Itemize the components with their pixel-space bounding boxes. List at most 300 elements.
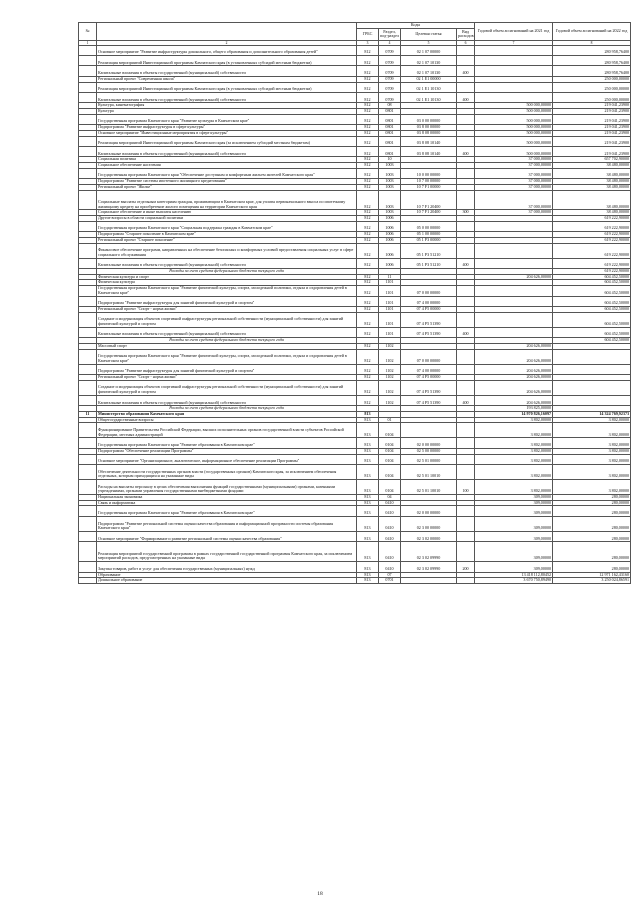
- table-body: [79, 45, 631, 583]
- grbs-cell: 812: [357, 274, 379, 280]
- expense-type-cell: [457, 349, 475, 364]
- table-row: [79, 221, 631, 231]
- razdel-cell: 0709: [379, 76, 401, 82]
- target-article-cell: 02 1 Е1 10130: [401, 82, 457, 92]
- target-article-cell: 03 8 08 10140: [401, 146, 457, 156]
- razdel-cell: 0709: [379, 45, 401, 55]
- sum-2021-cell: 3 802,00000: [475, 448, 553, 454]
- row-name-cell: Региональный проект "Современная школа": [97, 76, 357, 82]
- sum-2022-cell: 219 041,23900: [553, 103, 631, 109]
- target-article-cell: 07 0 00 00000: [401, 349, 457, 364]
- table-row: [79, 327, 631, 337]
- razdel-cell: 1101: [379, 280, 401, 286]
- col-header-name: [97, 23, 357, 41]
- row-name-cell: Основное мероприятие "Инвестиционные мероприятия в сфере культуры": [97, 130, 357, 136]
- grbs-cell: 813: [357, 578, 379, 584]
- sum-2022-cell: 219 041,23900: [553, 114, 631, 124]
- col-header-vr: Вид расходов: [458, 28, 474, 39]
- sum-2022-cell: 619 222,90000: [553, 237, 631, 243]
- grbs-cell: 812: [357, 210, 379, 216]
- row-name-cell: Массовый спорт: [97, 343, 357, 349]
- column-index-cell: 8: [553, 40, 631, 45]
- grbs-cell: 813: [357, 542, 379, 562]
- target-article-cell: 10 7 F1 00000: [401, 184, 457, 190]
- expense-type-cell: [457, 423, 475, 438]
- col-header-kod: Коды: [357, 23, 475, 29]
- row-name-cell: Расходы на выплаты персоналу в целях обеспечения выполнения функций государственными (муниципальными) органами, казенными учреждениями, органами управления государственными внебюджетными фондами: [97, 479, 357, 494]
- row-name-cell: Культура: [97, 109, 357, 115]
- target-article-cell: 02 1 07 10130: [401, 56, 457, 66]
- row-name-cell: Социальное обеспечение населения: [97, 163, 357, 169]
- row-number-cell: [79, 464, 97, 479]
- target-article-cell: 02 0 00 00000: [401, 438, 457, 448]
- razdel-cell: 1102: [379, 343, 401, 349]
- target-article-cell: 02 5 01 00000: [401, 454, 457, 464]
- razdel-cell: 11: [379, 274, 401, 280]
- grbs-cell: 813: [357, 572, 379, 578]
- expense-type-cell: 400: [457, 327, 475, 337]
- target-article-cell: 10 7 00 00000: [401, 179, 457, 185]
- grbs-cell: 813: [357, 448, 379, 454]
- razdel-cell: 0410: [379, 542, 401, 562]
- razdel-cell: 0801: [379, 146, 401, 156]
- row-name-cell: Государственная программа Камчатского края "Обеспечение доступным и комфортным жильем жителей Камчатского края": [97, 168, 357, 178]
- sum-2022-cell: 250 000,00000: [553, 82, 631, 92]
- sum-2022-cell: 604 452,50000: [553, 280, 631, 286]
- sum-2021-cell: [475, 327, 553, 337]
- razdel-cell: 0104: [379, 454, 401, 464]
- sum-2022-cell: 619 222,90000: [553, 258, 631, 268]
- grbs-cell: 812: [357, 114, 379, 124]
- row-name-cell: Государственная программа Камчатского края "Развитие образования в Камчатском крае": [97, 438, 357, 448]
- table-row: [79, 454, 631, 464]
- row-name-cell: Подпрограмма "Развитие инфраструктуры для занятий физической культурой и спортом": [97, 364, 357, 374]
- table-row: [79, 542, 631, 562]
- sum-2021-cell: 309,00000: [475, 500, 553, 506]
- expense-type-cell: [457, 168, 475, 178]
- table-row: [79, 506, 631, 516]
- target-article-cell: 07 4 P5 00000: [401, 306, 457, 312]
- col-header-csr: Целевая статья: [401, 28, 457, 40]
- expense-type-cell: [457, 296, 475, 306]
- razdel-cell: 0801: [379, 109, 401, 115]
- razdel-cell: 1101: [379, 286, 401, 296]
- col-header-grbs: ГРБС: [357, 28, 379, 40]
- razdel-cell: 1006: [379, 216, 401, 222]
- expense-type-cell: [457, 82, 475, 92]
- row-name-cell: Капитальные вложения в объекты государственной (муниципальной) собственности: [97, 66, 357, 76]
- table-row: [79, 136, 631, 146]
- sum-2021-cell: [475, 312, 553, 327]
- target-article-cell: 10 7 F1 20400: [401, 190, 457, 210]
- row-name-cell: Образование: [97, 572, 357, 578]
- column-index-cell: 5: [401, 40, 457, 45]
- table-row: [79, 578, 631, 584]
- expense-type-cell: [457, 380, 475, 395]
- razdel-cell: 1003: [379, 210, 401, 216]
- sum-2022-cell: 14 324 769,92373: [553, 411, 631, 417]
- column-index-cell: 7: [475, 40, 553, 45]
- target-article-cell: 02 5 01 10010: [401, 464, 457, 479]
- sum-2022-cell: 219 041,23900: [553, 109, 631, 115]
- row-name-cell: Подпрограмма "Развитие системы ипотечного жилищного кредитования": [97, 179, 357, 185]
- sum-2022-cell: 657 702,90000: [553, 157, 631, 163]
- expense-type-cell: 300: [457, 210, 475, 216]
- target-article-cell: 02 1 Е1 10130: [401, 92, 457, 102]
- row-number-cell: [79, 258, 97, 268]
- razdel-cell: 07: [379, 572, 401, 578]
- target-article-cell: 07 4 00 00000: [401, 296, 457, 306]
- target-article-cell: 07 4 00 00000: [401, 364, 457, 374]
- row-number-cell: [79, 327, 97, 337]
- target-article-cell: [401, 423, 457, 438]
- sum-2021-cell: 500 000,00000: [475, 103, 553, 109]
- target-article-cell: 02 3 02 09990: [401, 562, 457, 572]
- sum-2022-cell: 38 480,00000: [553, 179, 631, 185]
- target-article-cell: 03 8 08 00000: [401, 130, 457, 136]
- razdel-cell: 1101: [379, 327, 401, 337]
- row-name-cell: Подпрограмма "Развитие региональной системы оценки качества образования и информационной прозрачности системы образования Камчатского края": [97, 516, 357, 531]
- razdel-cell: 1006: [379, 258, 401, 268]
- razdel-cell: 1006: [379, 232, 401, 238]
- row-number-cell: 11: [79, 411, 97, 417]
- row-name-cell: Подпрограмма "Старшее поколение в Камчатском крае": [97, 232, 357, 238]
- row-name-cell: Создание и модернизация объектов спортивной инфраструктуры региональной собственности (муниципальной собственности) для занятий физической культурой и спортом: [97, 312, 357, 327]
- razdel-cell: 10: [379, 157, 401, 163]
- expense-type-cell: [457, 506, 475, 516]
- grbs-cell: 813: [357, 423, 379, 438]
- razdel-cell: 1003: [379, 184, 401, 190]
- sum-2022-cell: 619 222,90000: [553, 221, 631, 231]
- table-row: [79, 531, 631, 541]
- grbs-cell: 812: [357, 190, 379, 210]
- expense-type-cell: [457, 438, 475, 448]
- target-article-cell: 07 4 P5 51390: [401, 380, 457, 395]
- razdel-cell: 1003: [379, 163, 401, 169]
- row-number-cell: [79, 380, 97, 395]
- sum-2022-cell: 12 971 162,43160: [553, 572, 631, 578]
- sum-2022-cell: 280,00000: [553, 562, 631, 572]
- grbs-cell: 812: [357, 56, 379, 66]
- grbs-cell: 812: [357, 280, 379, 286]
- expense-type-cell: [457, 56, 475, 66]
- table-row: [79, 296, 631, 306]
- razdel-cell: 1101: [379, 312, 401, 327]
- sum-2022-cell: [553, 349, 631, 364]
- row-name-cell: Реализация мероприятий государственной программы в рамках государственной государственной программы Камчатского края, за исключением мероприятий расходов, предусмотренных на указанные виды: [97, 542, 357, 562]
- grbs-cell: 813: [357, 479, 379, 494]
- grbs-cell: 812: [357, 130, 379, 136]
- row-name-cell: Дошкольное образование: [97, 578, 357, 584]
- table-row: [79, 146, 631, 156]
- row-name-cell: Государственная программа Камчатского края "Развитие физической культуры, спорта, молодежной политики, отдыха и оздоровления детей в Камчатском крае": [97, 349, 357, 364]
- grbs-cell: 812: [357, 82, 379, 92]
- sum-2022-cell: 219 041,23900: [553, 125, 631, 131]
- column-index-cell: 3: [357, 40, 379, 45]
- sum-2022-cell: 619 222,90000: [553, 269, 631, 275]
- sum-2021-cell: 309,00000: [475, 562, 553, 572]
- expense-type-cell: [457, 364, 475, 374]
- col-header-sum2021: Годовой объем ассигнований на 2021 год: [475, 23, 553, 41]
- target-article-cell: 05 1 00 00000: [401, 232, 457, 238]
- sum-2021-cell: [475, 66, 553, 76]
- row-name-cell: Основное мероприятие "Формирование и развитие региональной системы оценки качества образования": [97, 531, 357, 541]
- sum-2022-cell: 280 958,76400: [553, 66, 631, 76]
- target-article-cell: 03 0 00 00000: [401, 114, 457, 124]
- row-name-cell: Подпрограмма "Развитие инфраструктуры в сфере культуры": [97, 125, 357, 131]
- table-row: [79, 114, 631, 124]
- row-name-cell: Региональный проект "Спорт - норма жизни": [97, 375, 357, 381]
- row-name-cell: Региональный проект "Спорт - норма жизни": [97, 306, 357, 312]
- target-article-cell: 05 1 P3 51210: [401, 258, 457, 268]
- sum-2021-cell: 3 670 750,89490: [475, 578, 553, 584]
- sum-2021-cell: 14 970 826,16097: [475, 411, 553, 417]
- row-number-cell: [79, 349, 97, 364]
- sum-2021-cell: 309,00000: [475, 516, 553, 531]
- grbs-cell: 812: [357, 168, 379, 178]
- razdel-cell: 0801: [379, 125, 401, 131]
- table-row: [79, 286, 631, 296]
- grbs-cell: 812: [357, 109, 379, 115]
- sum-2021-cell: 500 000,00000: [475, 114, 553, 124]
- expense-type-cell: [457, 190, 475, 210]
- expense-type-cell: [457, 542, 475, 562]
- row-name-cell: Подпрограмма "Обеспечение реализации Программы": [97, 448, 357, 454]
- grbs-cell: 812: [357, 306, 379, 312]
- row-name-cell: Расходы за счет средств федерального бюджета текущего года: [97, 406, 357, 412]
- col-header-sum2022: Годовой объем ассигнований на 2022 год: [553, 23, 631, 41]
- page-number: 18: [317, 891, 323, 897]
- row-number-cell: [79, 56, 97, 66]
- sum-2022-cell: 3 802,00000: [553, 438, 631, 448]
- row-number-cell: [79, 542, 97, 562]
- razdel-cell: 1003: [379, 190, 401, 210]
- row-name-cell: Физическая культура: [97, 280, 357, 286]
- sum-2022-cell: 3 802,00000: [553, 417, 631, 423]
- row-number-cell: [79, 312, 97, 327]
- sum-2022-cell: 619 222,90000: [553, 232, 631, 238]
- expense-type-cell: [457, 221, 475, 231]
- row-number-cell: [79, 92, 97, 102]
- row-name-cell: Социальное обеспечение и иные выплаты населению: [97, 210, 357, 216]
- sum-2021-cell: 204 626,00000: [475, 395, 553, 405]
- row-number-cell: [79, 221, 97, 231]
- row-number-cell: [79, 146, 97, 156]
- row-number-cell: [79, 454, 97, 464]
- target-article-cell: 10 0 00 00000: [401, 168, 457, 178]
- row-number-cell: [79, 516, 97, 531]
- sum-2021-cell: 3 802,00000: [475, 438, 553, 448]
- target-article-cell: [401, 578, 457, 584]
- expense-type-cell: 400: [457, 92, 475, 102]
- grbs-cell: 812: [357, 221, 379, 231]
- razdel-cell: 1003: [379, 168, 401, 178]
- sum-2021-cell: [475, 296, 553, 306]
- row-name-cell: Подпрограмма "Развитие инфраструктуры для занятий физической культурой и спортом": [97, 296, 357, 306]
- razdel-cell: 0104: [379, 448, 401, 454]
- sum-2021-cell: 37 000,00000: [475, 190, 553, 210]
- table-row: [79, 243, 631, 258]
- row-name-cell: Основное мероприятие "Развитие инфраструктуры дошкольного, общего образования и дополнительного образования детей": [97, 45, 357, 55]
- expense-type-cell: [457, 312, 475, 327]
- row-name-cell: Социальная политика: [97, 157, 357, 163]
- grbs-cell: 812: [357, 179, 379, 185]
- razdel-cell: 1006: [379, 237, 401, 243]
- razdel-cell: 0104: [379, 423, 401, 438]
- expense-type-cell: [457, 243, 475, 258]
- row-name-cell: Основное мероприятие "Организационное, аналитическое, информационное обеспечение реализации Программы": [97, 454, 357, 464]
- sum-2021-cell: [475, 258, 553, 268]
- row-number-cell: [79, 243, 97, 258]
- row-number-cell: [79, 82, 97, 92]
- sum-2021-cell: 500 000,00000: [475, 146, 553, 156]
- sum-2022-cell: [553, 395, 631, 405]
- grbs-cell: 813: [357, 495, 379, 501]
- sum-2021-cell: 3 802,00000: [475, 479, 553, 494]
- expense-type-cell: 200: [457, 562, 475, 572]
- grbs-cell: 812: [357, 343, 379, 349]
- row-name-cell: Капитальные вложения в объекты государственной (муниципальной) собственности: [97, 92, 357, 102]
- expense-type-cell: [457, 136, 475, 146]
- grbs-cell: 812: [357, 125, 379, 131]
- row-number-cell: [79, 578, 97, 584]
- sum-2021-cell: [475, 243, 553, 258]
- sum-2021-cell: 37 000,00000: [475, 210, 553, 216]
- sum-2022-cell: [553, 380, 631, 395]
- column-index-cell: 6: [457, 40, 475, 45]
- table-row: [79, 562, 631, 572]
- sum-2021-cell: 309,00000: [475, 506, 553, 516]
- row-number-cell: [79, 479, 97, 494]
- razdel-cell: 1102: [379, 364, 401, 374]
- row-name-cell: Государственная программа Камчатского края "Социальная поддержка граждан в Камчатском крае": [97, 221, 357, 231]
- grbs-cell: 813: [357, 454, 379, 464]
- grbs-cell: 812: [357, 216, 379, 222]
- grbs-cell: 812: [357, 327, 379, 337]
- sum-2022-cell: [553, 364, 631, 374]
- row-name-cell: Связь и информатика: [97, 500, 357, 506]
- sum-2021-cell: 204 626,00000: [475, 364, 553, 374]
- sum-2022-cell: 3 802,00000: [553, 464, 631, 479]
- expense-type-cell: [457, 45, 475, 55]
- razdel-cell: 1003: [379, 179, 401, 185]
- grbs-cell: 813: [357, 438, 379, 448]
- grbs-cell: 812: [357, 237, 379, 243]
- sum-2022-cell: 219 041,23900: [553, 136, 631, 146]
- razdel-cell: 1101: [379, 296, 401, 306]
- sum-2021-cell: [475, 82, 553, 92]
- row-name-cell: Министерство образования Камчатского края: [97, 411, 357, 417]
- sum-2022-cell: 38 480,00000: [553, 168, 631, 178]
- grbs-cell: 813: [357, 506, 379, 516]
- sum-2022-cell: 38 480,00000: [553, 190, 631, 210]
- target-article-cell: 05 1 P3 00000: [401, 237, 457, 243]
- expense-type-cell: [457, 286, 475, 296]
- sum-2022-cell: 280,00000: [553, 500, 631, 506]
- razdel-cell: 1101: [379, 306, 401, 312]
- grbs-cell: 812: [357, 286, 379, 296]
- grbs-cell: 812: [357, 157, 379, 163]
- sum-2022-cell: 3 802,00000: [553, 423, 631, 438]
- grbs-cell: 812: [357, 184, 379, 190]
- expense-type-cell: [457, 578, 475, 584]
- sum-2022-cell: 38 480,00000: [553, 184, 631, 190]
- grbs-cell: 812: [357, 349, 379, 364]
- row-name-cell: Капитальные вложения в объекты государственной (муниципальной) собственности: [97, 146, 357, 156]
- expense-type-cell: 100: [457, 479, 475, 494]
- row-name-cell: Расходы за счет средств федерального бюджета текущего года: [97, 338, 357, 344]
- sum-2021-cell: 309,00000: [475, 531, 553, 541]
- sum-2021-cell: 193 825,00000: [475, 406, 553, 412]
- sum-2022-cell: 604 452,50000: [553, 286, 631, 296]
- expense-type-cell: 400: [457, 66, 475, 76]
- table-row: [79, 82, 631, 92]
- table-row: [79, 438, 631, 448]
- row-number-cell: [79, 114, 97, 124]
- target-article-cell: 07 4 P5 51390: [401, 312, 457, 327]
- target-article-cell: 02 5 00 00000: [401, 448, 457, 454]
- grbs-cell: 813: [357, 411, 379, 417]
- table-row: [79, 66, 631, 76]
- sum-2021-cell: 37 000,00000: [475, 157, 553, 163]
- grbs-cell: 812: [357, 232, 379, 238]
- sum-2021-cell: 204 626,00000: [475, 380, 553, 395]
- grbs-cell: 812: [357, 258, 379, 268]
- table-row: [79, 349, 631, 364]
- row-name-cell: Национальная экономика: [97, 495, 357, 501]
- razdel-cell: 0410: [379, 516, 401, 531]
- column-index-cell: 1: [79, 40, 97, 45]
- sum-2022-cell: 604 452,50000: [553, 312, 631, 327]
- grbs-cell: 812: [357, 103, 379, 109]
- target-article-cell: 02 1 07 10130: [401, 66, 457, 76]
- grbs-cell: 812: [357, 76, 379, 82]
- target-article-cell: 05 1 P3 51210: [401, 243, 457, 258]
- budget-table: [78, 22, 631, 584]
- budget-document: [78, 22, 630, 584]
- sum-2022-cell: 604 452,50000: [553, 327, 631, 337]
- target-article-cell: 02 1 07 00000: [401, 45, 457, 55]
- grbs-cell: 813: [357, 500, 379, 506]
- sum-2021-cell: [475, 286, 553, 296]
- row-name-cell: Создание и модернизация объектов спортивной инфраструктуры региональной собственности (муниципальной собственности) для занятий физической культурой и спортом: [97, 380, 357, 395]
- target-article-cell: 02 5 01 10010: [401, 479, 457, 494]
- sum-2021-cell: 37 000,00000: [475, 168, 553, 178]
- sum-2022-cell: 604 452,50000: [553, 274, 631, 280]
- target-article-cell: 02 3 02 09990: [401, 542, 457, 562]
- sum-2021-cell: 204 626,00000: [475, 343, 553, 349]
- row-name-cell: Реализация мероприятий Инвестиционной программы Камчатского края (в установленных субсидий местным бюджетам): [97, 82, 357, 92]
- sum-2022-cell: 280,00000: [553, 495, 631, 501]
- razdel-cell: 04: [379, 495, 401, 501]
- row-name-cell: Региональный проект "Старшее поколение": [97, 237, 357, 243]
- grbs-cell: 812: [357, 296, 379, 306]
- razdel-cell: 0410: [379, 500, 401, 506]
- expense-type-cell: [457, 464, 475, 479]
- razdel-cell: 0801: [379, 114, 401, 124]
- sum-2022-cell: 619 222,90000: [553, 243, 631, 258]
- sum-2021-cell: 309,00000: [475, 542, 553, 562]
- razdel-cell: 0104: [379, 464, 401, 479]
- target-article-cell: 02 3 02 00000: [401, 531, 457, 541]
- row-name-cell: Региональный проект "Жилье": [97, 184, 357, 190]
- razdel-cell: 0709: [379, 66, 401, 76]
- target-article-cell: 07 4 P5 00000: [401, 375, 457, 381]
- sum-2021-cell: 204 626,00000: [475, 274, 553, 280]
- sum-2021-cell: [475, 92, 553, 102]
- sum-2021-cell: 204 626,00000: [475, 349, 553, 364]
- grbs-cell: 813: [357, 417, 379, 423]
